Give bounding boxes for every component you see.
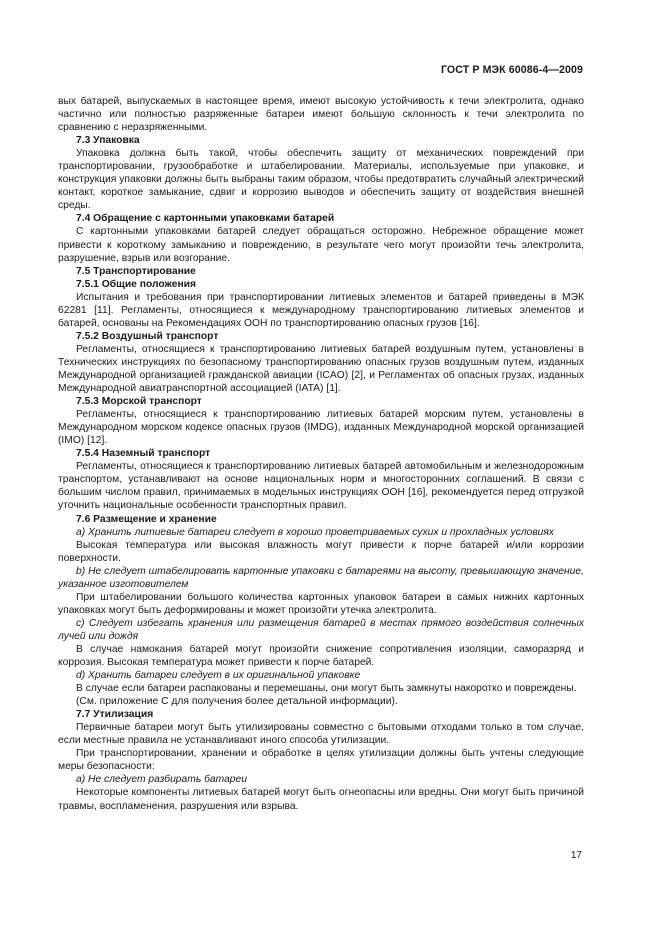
text-paragraph: Регламенты, относящиеся к транспортированию литиевых батарей автомобильным и железнодорожным транспортом, устанавливают на основе национальных норм и многосторонних соглашений. В связи с большим числом правил, принимаемых в модельных инструкциях ООН [16], рекомендуется перед отгрузкой уточнить национальные особенности транспортных правил. xyxy=(58,461,584,512)
text-paragraph: вых батарей, выпускаемых в настоящее время, имеют высокую устойчивость к течи электролита, однако частично или полностью разряженные батареи имеют большую склонность к течи электролита по сравнению с неразряженными. xyxy=(58,96,584,134)
text-paragraph: Регламенты, относящиеся к транспортированию литиевых батарей воздушным путем, установлены в Технических инструкциях по безопасному транспортированию опасных грузов воздушным путем, изданных Международной организацией гражданской авиации (ICAO) [2], и Регламентах об опасных грузах, изданных Международной авиатранспортной ассоциацией (IATA) [1]. xyxy=(58,343,584,395)
text-paragraph: Испытания и требования при транспортировании литиевых элементов и батарей приведены в МЭК 62281 [11]. Регламенты, относящиеся к международному транспортированию литиевых элементов и батарей, основаны на Рекомендациях ООН по транспортированию опасных грузов [16]. xyxy=(58,291,584,329)
page-number: 17 xyxy=(570,850,582,861)
section-heading: 7.6 Размещение и хранение xyxy=(76,513,217,525)
list-item-italic: c) Следует избегать хранения или размещения батарей в местах прямого воздействия солнечных лучей или дождя xyxy=(58,617,584,642)
list-item-italic: a) Хранить литиевые батареи следует в хорошо проветриваемых сухих и прохладных условиях xyxy=(76,526,555,538)
text-paragraph: Первичные батареи могут быть утилизированы совместно с бытовыми отходами только в том случае, если местные правила не устанавливают иного способа утилизации. xyxy=(58,722,584,747)
text-paragraph: При штабелировании большого количества картонных упаковок батареи в самых нижних картонных упаковках могут быть деформированы и может произойти утечка электролита. xyxy=(58,591,584,616)
text-paragraph: При транспортировании, хранении и обработке в целях утилизации должны быть учтены следующие меры безопасности: xyxy=(58,748,584,773)
text-paragraph: Высокая температура или высокая влажность могут привести к порче батарей и/или коррозии поверхности. xyxy=(58,539,584,564)
text-paragraph: (См. приложение С для получения более детальной информации). xyxy=(76,696,398,708)
document-body xyxy=(58,95,584,813)
text-paragraph: Некоторые компоненты литиевых батарей могут быть огнеопасны или вредны. Они могут быть причиной травмы, воспламенения, разрушения или взрыва. xyxy=(58,787,584,812)
list-item-italic: d) Хранить батареи следует в их оригинальной упаковке xyxy=(76,670,361,682)
text-paragraph: С картонными упаковками батарей следует обращаться осторожно. Небрежное обращение может привести к короткому замыканию и повреждению, в результате чего могут произойти течь электролита, разрушение, взрыв или возгорание. xyxy=(58,226,584,264)
document-header: ГОСТ Р МЭК 60086-4—2009 xyxy=(440,64,583,76)
section-heading: 7.4 Обращение с картонными упаковками батарей xyxy=(76,213,335,225)
section-heading: 7.5.2 Воздушный транспорт xyxy=(76,330,219,342)
section-heading: 7.5.3 Морской транспорт xyxy=(76,396,202,408)
section-heading: 7.5.1 Общие положения xyxy=(76,278,196,290)
text-paragraph: В случае если батареи распакованы и перемешаны, они могут быть замкнуты накоротко и повреждены. xyxy=(76,683,577,695)
section-heading: 7.5.4 Наземный транспорт xyxy=(76,448,211,460)
section-heading: 7.7 Утилизация xyxy=(76,709,154,721)
text-paragraph: Регламенты, относящиеся к транспортированию литиевых батарей морским путем, установлены в Международном морском кодексе опасных грузов (IMDG), изданных Международной морской организацией (IMO) [12]. xyxy=(58,409,584,447)
section-heading: 7.3 Упаковка xyxy=(76,135,140,147)
text-paragraph: Упаковка должна быть такой, чтобы обеспечить защиту от механических повреждений при транспортировании, грузообработке и штабелировании. Материалы, используемые при упаковке, и конструкция упаковки должны быть выбраны таким образом, чтобы предотвратить случайный электрический контакт, короткое замыкание, сдвиг и коррозию выводов и обеспечить защиту от воздействия внешней среды. xyxy=(58,148,584,212)
text-paragraph: В случае намокания батарей могут произойти снижение сопротивления изоляции, саморазряд и коррозия. Высокая температура может привести к порче батарей. xyxy=(58,643,584,669)
section-heading: 7.5 Транспортирование xyxy=(76,265,196,277)
list-item-italic: b) Не следует штабелировать картонные упаковки с батареями на высоту, превышающую значение, указанное изготовителем xyxy=(58,565,584,590)
list-item-italic: a) Не следует разбирать батареи xyxy=(76,774,247,786)
